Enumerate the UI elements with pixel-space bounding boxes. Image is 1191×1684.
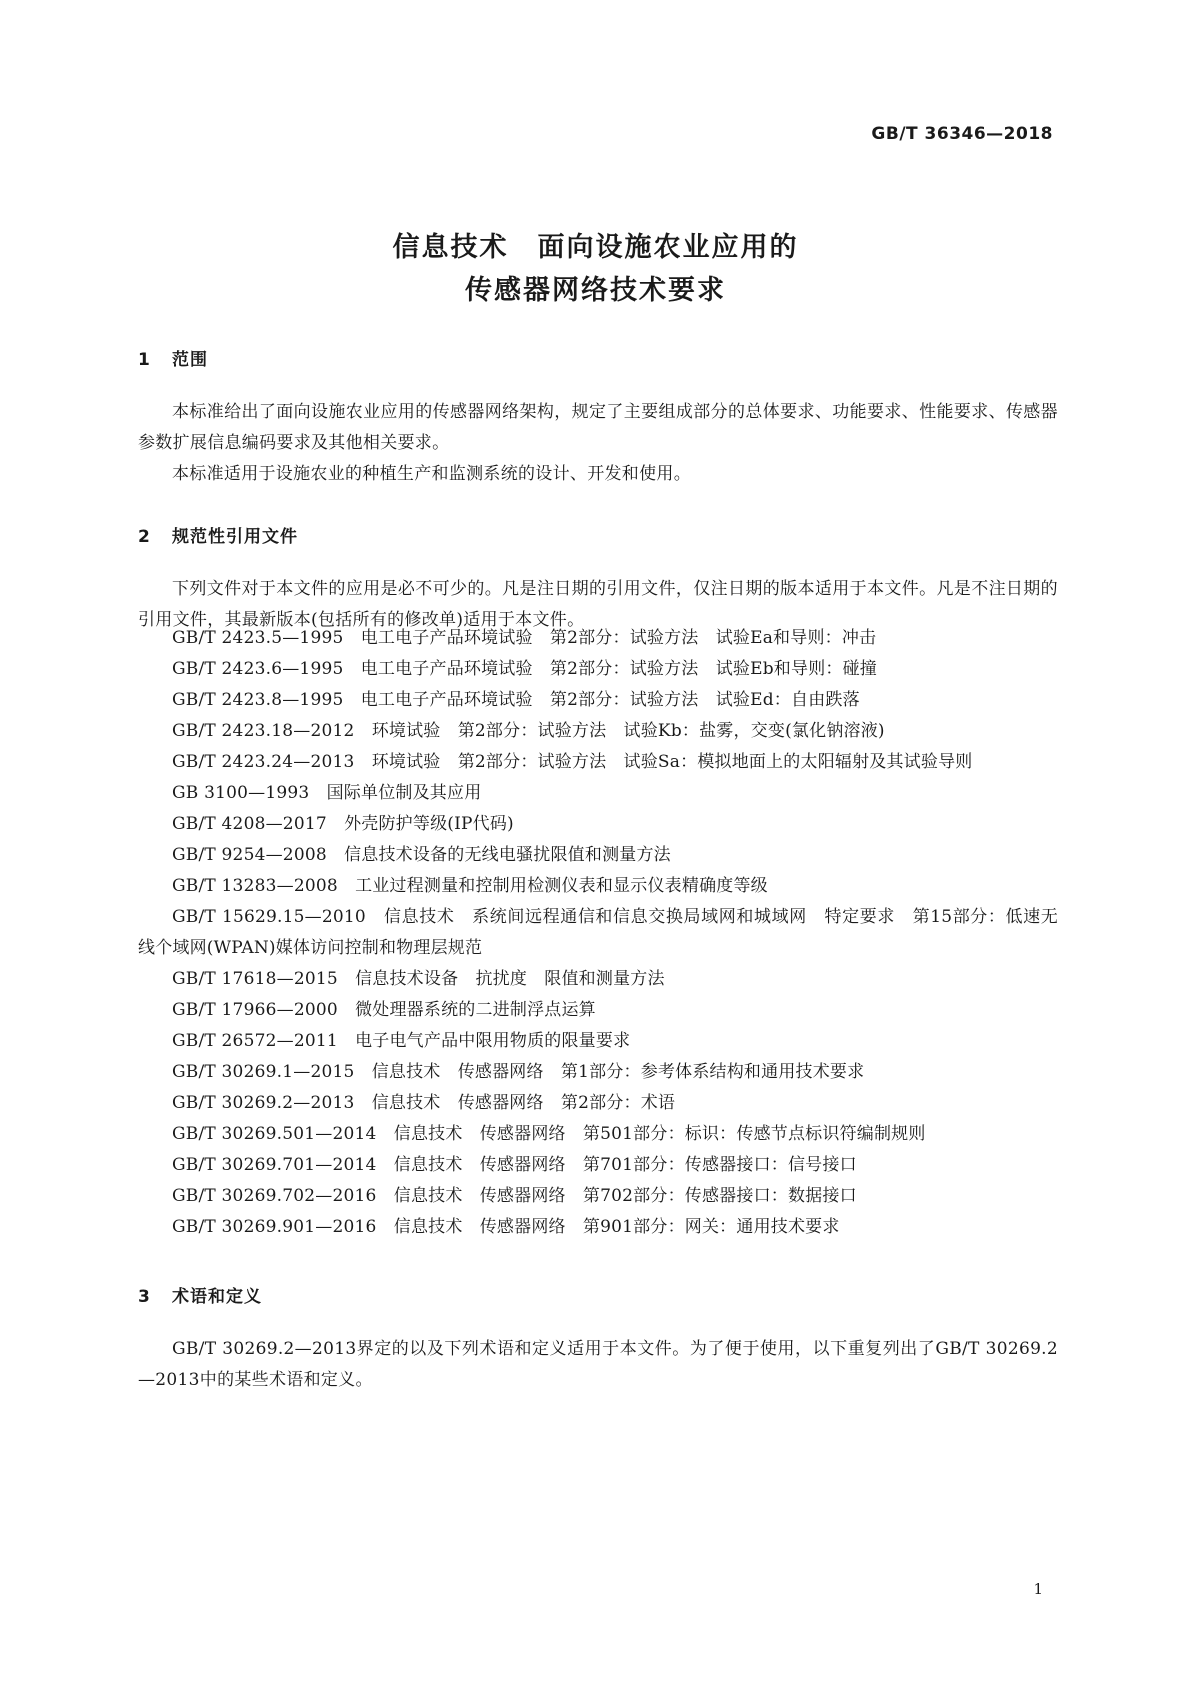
section-1-number: 1 bbox=[138, 350, 151, 370]
section-3-paragraph-1: GB/T 30269.2—2013界定的以及下列术语和定义适用于本文件。为了便于使用，以下重复列出了GB/T 30269.2—2013中的某些术语和定义。 bbox=[138, 1339, 1058, 1390]
reference-item: GB/T 30269.1—2015 信息技术 传感器网络 第1部分：参考体系结构和通用技术要求 bbox=[172, 1062, 865, 1082]
reference-item: GB 3100—1993 国际单位制及其应用 bbox=[172, 783, 482, 803]
reference-item: GB/T 30269.702—2016 信息技术 传感器网络 第702部分：传感器接口：数据接口 bbox=[172, 1186, 857, 1206]
reference-item: GB/T 17618—2015 信息技术设备 抗扰度 限值和测量方法 bbox=[172, 969, 665, 989]
reference-item: GB/T 30269.501—2014 信息技术 传感器网络 第501部分：标识：传感节点标识符编制规则 bbox=[172, 1124, 926, 1144]
reference-item: GB/T 17966—2000 微处理器系统的二进制浮点运算 bbox=[172, 1000, 596, 1020]
section-2-title: 规范性引用文件 bbox=[172, 527, 298, 547]
reference-item: GB/T 30269.2—2013 信息技术 传感器网络 第2部分：术语 bbox=[172, 1093, 676, 1113]
section-1-paragraph-2: 本标准适用于设施农业的种植生产和监测系统的设计、开发和使用。 bbox=[172, 464, 691, 484]
section-2-number: 2 bbox=[138, 527, 151, 547]
section-3-heading bbox=[138, 1282, 262, 1307]
section-2-intro: 下列文件对于本文件的应用是必不可少的。凡是注日期的引用文件，仅注日期的版本适用于本文件。凡是不注日期的引用文件，其最新版本(包括所有的修改单)适用于本文件。 bbox=[138, 579, 1058, 630]
reference-item: GB/T 2423.18—2012 环境试验 第2部分：试验方法 试验Kb：盐雾，交变(氯化钠溶液) bbox=[172, 721, 885, 741]
section-1-title: 范围 bbox=[172, 350, 208, 370]
reference-item: GB/T 26572—2011 电子电气产品中限用物质的限量要求 bbox=[172, 1031, 631, 1051]
title-line-1: 信息技术 面向设施农业应用的 bbox=[392, 232, 799, 263]
section-1-paragraph-1: 本标准给出了面向设施农业应用的传感器网络架构，规定了主要组成部分的总体要求、功能要求、性能要求、传感器参数扩展信息编码要求及其他相关要求。 bbox=[138, 402, 1058, 453]
reference-item: GB/T 15629.15—2010 信息技术 系统间远程通信和信息交换局域网和城域网 特定要求 第15部分：低速无线个域网(WPAN)媒体访问控制和物理层规范 bbox=[138, 907, 1058, 958]
reference-item: GB/T 2423.8—1995 电工电子产品环境试验 第2部分：试验方法 试验Ed：自由跌落 bbox=[172, 690, 860, 710]
title-line-2: 传感器网络技术要求 bbox=[465, 275, 726, 306]
reference-item: GB/T 13283—2008 工业过程测量和控制用检测仪表和显示仪表精确度等级 bbox=[172, 876, 768, 896]
section-3-number: 3 bbox=[138, 1287, 151, 1307]
reference-item: GB/T 2423.6—1995 电工电子产品环境试验 第2部分：试验方法 试验Eb和导则：碰撞 bbox=[172, 659, 877, 679]
section-3-title: 术语和定义 bbox=[172, 1287, 262, 1307]
standard-number: GB/T 36346—2018 bbox=[871, 124, 1053, 144]
section-1-heading bbox=[138, 345, 208, 370]
page-number: 1 bbox=[1033, 1580, 1043, 1598]
section-2-heading bbox=[138, 522, 298, 547]
reference-item: GB/T 4208—2017 外壳防护等级(IP代码) bbox=[172, 814, 514, 834]
reference-item: GB/T 9254—2008 信息技术设备的无线电骚扰限值和测量方法 bbox=[172, 845, 671, 865]
normative-references-list bbox=[138, 623, 1058, 1243]
reference-item: GB/T 30269.701—2014 信息技术 传感器网络 第701部分：传感器接口：信号接口 bbox=[172, 1155, 857, 1175]
reference-item: GB/T 2423.5—1995 电工电子产品环境试验 第2部分：试验方法 试验Ea和导则：冲击 bbox=[172, 628, 877, 648]
reference-item: GB/T 2423.24—2013 环境试验 第2部分：试验方法 试验Sa：模拟地面上的太阳辐射及其试验导则 bbox=[172, 752, 973, 772]
document-title bbox=[0, 226, 1191, 312]
reference-item: GB/T 30269.901—2016 信息技术 传感器网络 第901部分：网关：通用技术要求 bbox=[172, 1217, 840, 1237]
